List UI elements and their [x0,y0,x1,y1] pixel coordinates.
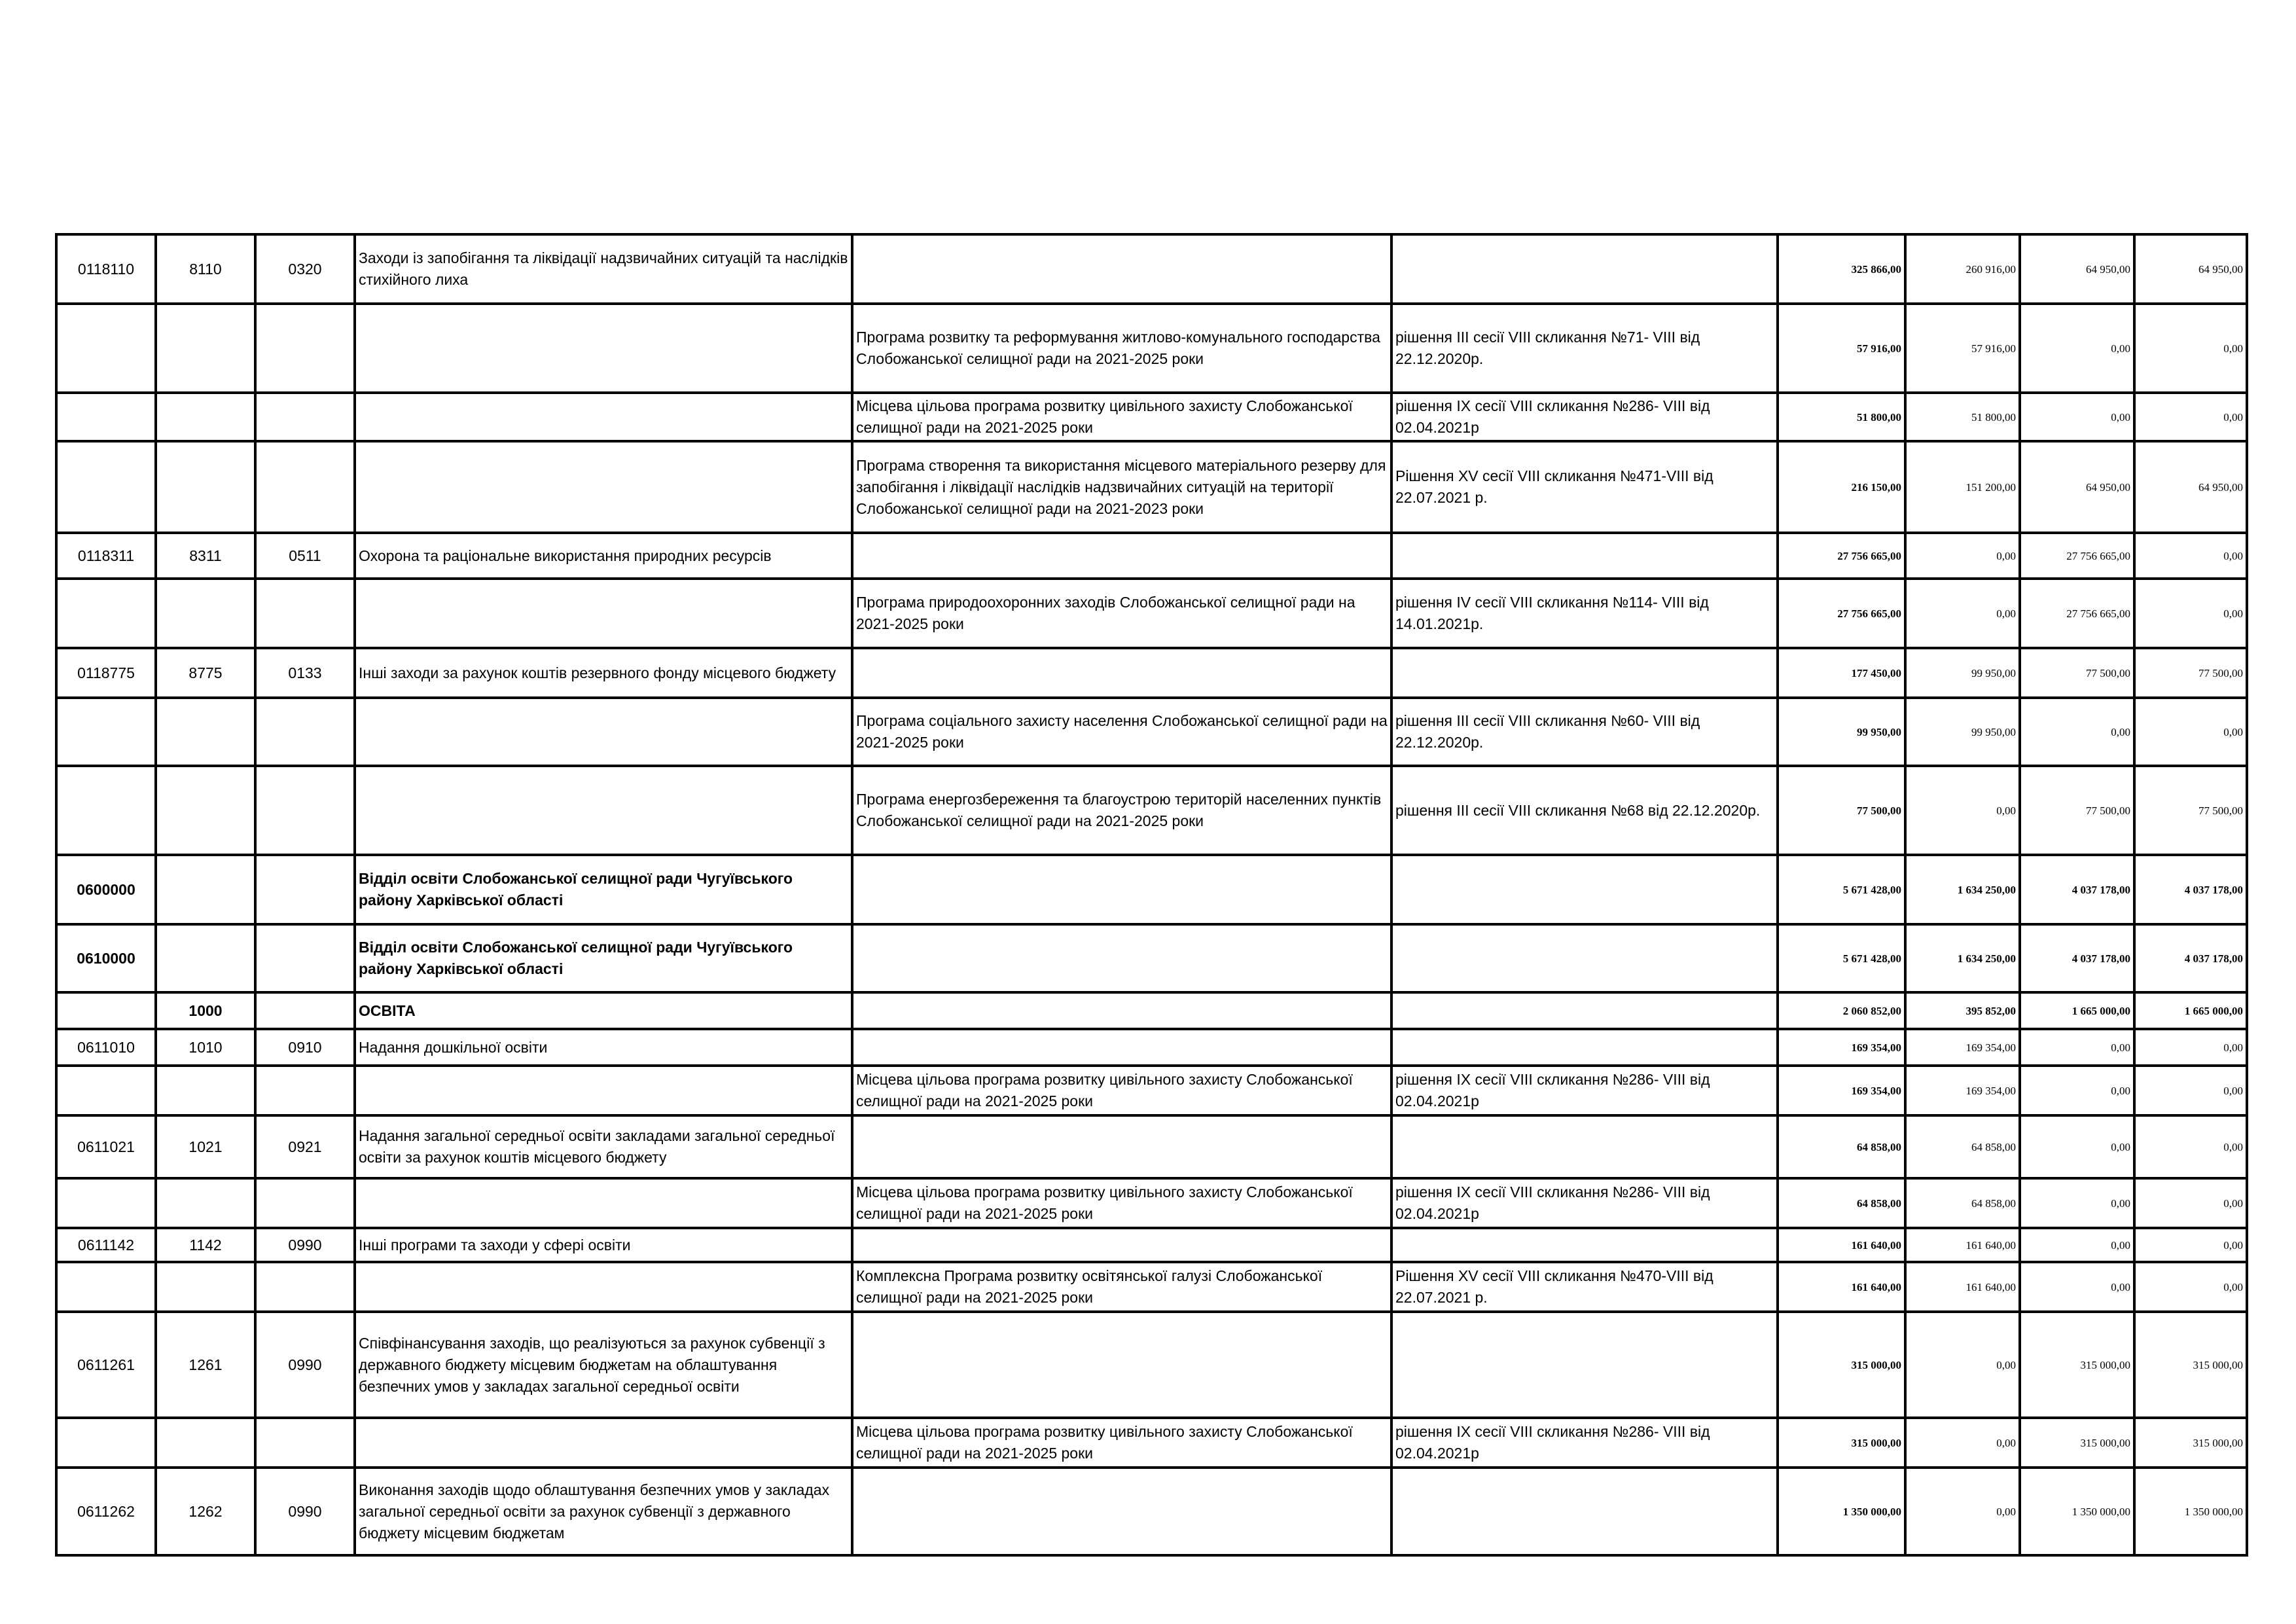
item-name-cell: Співфінансування заходів, що реалізуються за рахунок субвенції з державного бюджету місцевим бюджетам на облаштування безпечних умов у закладах загальної середньої освіти [355,1312,852,1418]
development-budget-cell: 0,00 [2134,1178,2247,1228]
program-title-cell [852,1312,1391,1418]
tpkvk-code-cell [156,855,255,924]
total-amount-cell: 64 858,00 [1778,1115,1905,1178]
special-fund-cell: 4 037 178,00 [2020,855,2134,924]
development-budget-cell: 0,00 [2134,1228,2247,1262]
total-amount-cell: 325 866,00 [1778,234,1905,304]
special-fund-cell: 77 500,00 [2020,766,2134,855]
tpkvk-code-cell: 1142 [156,1228,255,1262]
item-name-cell: Охорона та раціональне використання природних ресурсів [355,533,852,579]
general-fund-cell: 64 858,00 [1905,1115,2020,1178]
general-fund-cell: 0,00 [1905,1468,2020,1555]
function-code-cell: 0910 [255,1029,355,1066]
development-budget-cell: 0,00 [2134,533,2247,579]
table-row [56,1029,2247,1066]
program-title-cell: Програма природоохоронних заходів Слобожанської селищної ради на 2021-2025 роки [852,579,1391,648]
tpkvk-code-cell: 8311 [156,533,255,579]
special-fund-cell: 0,00 [2020,1228,2134,1262]
function-code-cell: 0511 [255,533,355,579]
tpkvk-code-cell [156,393,255,441]
general-fund-cell: 64 858,00 [1905,1178,2020,1228]
decision-cell: рішення ІІІ сесії VIII скликання №71- VIII від 22.12.2020р. [1391,304,1778,393]
general-fund-cell: 0,00 [1905,579,2020,648]
item-name-cell [355,1418,852,1468]
program-code-cell [56,1178,156,1228]
table-row [56,1066,2247,1115]
item-name-cell [355,441,852,533]
program-title-cell: Програма енергозбереження та благоустрою територій населенних пунктів Слобожанської селищної ради на 2021-2025 роки [852,766,1391,855]
table-row [56,1468,2247,1555]
decision-cell: рішення ІХ сесії VIII скликання №286- VIII від 02.04.2021р [1391,1066,1778,1115]
general-fund-cell: 0,00 [1905,766,2020,855]
development-budget-cell: 0,00 [2134,1066,2247,1115]
total-amount-cell: 161 640,00 [1778,1262,1905,1312]
tpkvk-code-cell [156,698,255,766]
program-code-cell [56,1418,156,1468]
decision-cell: рішення ІХ сесії VIII скликання №286- VIII від 02.04.2021р [1391,393,1778,441]
table-row [56,855,2247,924]
special-fund-cell: 0,00 [2020,698,2134,766]
program-title-cell [852,533,1391,579]
special-fund-cell: 1 665 000,00 [2020,992,2134,1029]
development-budget-cell: 0,00 [2134,304,2247,393]
budget-table-sheet [55,233,2246,1557]
tpkvk-code-cell: 8775 [156,648,255,698]
development-budget-cell: 0,00 [2134,393,2247,441]
development-budget-cell: 64 950,00 [2134,441,2247,533]
special-fund-cell: 0,00 [2020,1262,2134,1312]
development-budget-cell: 1 665 000,00 [2134,992,2247,1029]
special-fund-cell: 64 950,00 [2020,441,2134,533]
total-amount-cell: 161 640,00 [1778,1228,1905,1262]
decision-cell: рішення IV сесії VIII скликання №114- VIII від 14.01.2021р. [1391,579,1778,648]
general-fund-cell: 1 634 250,00 [1905,855,2020,924]
function-code-cell [255,924,355,992]
development-budget-cell: 1 350 000,00 [2134,1468,2247,1555]
function-code-cell: 0990 [255,1228,355,1262]
general-fund-cell: 51 800,00 [1905,393,2020,441]
program-code-cell: 0118775 [56,648,156,698]
table-row [56,1312,2247,1418]
special-fund-cell: 64 950,00 [2020,234,2134,304]
tpkvk-code-cell: 1010 [156,1029,255,1066]
tpkvk-code-cell [156,1066,255,1115]
table-row [56,698,2247,766]
table-row [56,579,2247,648]
tpkvk-code-cell: 1021 [156,1115,255,1178]
total-amount-cell: 315 000,00 [1778,1418,1905,1468]
tpkvk-code-cell [156,1262,255,1312]
program-title-cell [852,992,1391,1029]
program-title-cell: Місцева цільова програма розвитку цивільного захисту Слобожанської селищної ради на 2021-2025 роки [852,1066,1391,1115]
program-title-cell [852,234,1391,304]
function-code-cell [255,992,355,1029]
special-fund-cell: 0,00 [2020,1178,2134,1228]
development-budget-cell: 4 037 178,00 [2134,924,2247,992]
program-title-cell [852,1468,1391,1555]
function-code-cell: 0133 [255,648,355,698]
function-code-cell: 0320 [255,234,355,304]
program-title-cell: Програма соціального захисту населення Слобожанської селищної ради на 2021-2025 роки [852,698,1391,766]
total-amount-cell: 64 858,00 [1778,1178,1905,1228]
function-code-cell: 0990 [255,1312,355,1418]
program-code-cell [56,698,156,766]
function-code-cell: 0990 [255,1468,355,1555]
total-amount-cell: 77 500,00 [1778,766,1905,855]
program-code-cell [56,1262,156,1312]
program-code-cell: 0600000 [56,855,156,924]
decision-cell: рішення ІХ сесії VIII скликання №286- VIII від 02.04.2021р [1391,1178,1778,1228]
decision-cell [1391,1228,1778,1262]
general-fund-cell: 161 640,00 [1905,1262,2020,1312]
table-row [56,393,2247,441]
decision-cell [1391,1115,1778,1178]
program-code-cell: 0611261 [56,1312,156,1418]
program-code-cell [56,304,156,393]
tpkvk-code-cell [156,766,255,855]
general-fund-cell: 0,00 [1905,1312,2020,1418]
program-code-cell: 0611262 [56,1468,156,1555]
program-title-cell [852,855,1391,924]
general-fund-cell: 169 354,00 [1905,1029,2020,1066]
program-title-cell [852,924,1391,992]
function-code-cell [255,1262,355,1312]
special-fund-cell: 0,00 [2020,304,2134,393]
item-name-cell: Надання дошкільної освіти [355,1029,852,1066]
development-budget-cell: 315 000,00 [2134,1312,2247,1418]
table-row [56,992,2247,1029]
table-body [56,234,2247,1555]
tpkvk-code-cell [156,924,255,992]
decision-cell [1391,992,1778,1029]
general-fund-cell: 395 852,00 [1905,992,2020,1029]
total-amount-cell: 169 354,00 [1778,1029,1905,1066]
special-fund-cell: 4 037 178,00 [2020,924,2134,992]
table-row [56,234,2247,304]
function-code-cell [255,698,355,766]
item-name-cell: Інші заходи за рахунок коштів резервного фонду місцевого бюджету [355,648,852,698]
table-row [56,304,2247,393]
item-name-cell: Відділ освіти Слобожанської селищної ради Чугуївського району Харківської області [355,924,852,992]
special-fund-cell: 27 756 665,00 [2020,533,2134,579]
item-name-cell: ОСВІТА [355,992,852,1029]
item-name-cell: Заходи із запобігання та ліквідації надзвичайних ситуацій та наслідків стихійного лиха [355,234,852,304]
program-title-cell: Програма створення та використання місцевого матеріального резерву для запобігання і ліквідації наслідків надзвичайних ситуацій на території Слобожанської селищної ради на 2021-2023 роки [852,441,1391,533]
special-fund-cell: 0,00 [2020,1115,2134,1178]
total-amount-cell: 169 354,00 [1778,1066,1905,1115]
program-title-cell: Комплексна Програма розвитку освітянської галузі Слобожанської селищної ради на 2021-2025 роки [852,1262,1391,1312]
function-code-cell [255,304,355,393]
total-amount-cell: 315 000,00 [1778,1312,1905,1418]
function-code-cell [255,1178,355,1228]
item-name-cell [355,393,852,441]
tpkvk-code-cell [156,304,255,393]
tpkvk-code-cell [156,441,255,533]
special-fund-cell: 0,00 [2020,1066,2134,1115]
program-title-cell: Місцева цільова програма розвитку цивільного захисту Слобожанської селищної ради на 2021-2025 роки [852,1418,1391,1468]
program-title-cell [852,648,1391,698]
general-fund-cell: 99 950,00 [1905,648,2020,698]
general-fund-cell: 260 916,00 [1905,234,2020,304]
development-budget-cell: 0,00 [2134,579,2247,648]
program-code-cell [56,1066,156,1115]
item-name-cell [355,1178,852,1228]
decision-cell: рішення ІХ сесії VIII скликання №286- VIII від 02.04.2021р [1391,1418,1778,1468]
total-amount-cell: 5 671 428,00 [1778,855,1905,924]
development-budget-cell: 0,00 [2134,1262,2247,1312]
item-name-cell [355,1262,852,1312]
item-name-cell [355,766,852,855]
decision-cell [1391,924,1778,992]
table-row [56,1115,2247,1178]
budget-programs-table [55,233,2248,1557]
development-budget-cell: 64 950,00 [2134,234,2247,304]
general-fund-cell: 0,00 [1905,533,2020,579]
item-name-cell: Інші програми та заходи у сфері освіти [355,1228,852,1262]
total-amount-cell: 27 756 665,00 [1778,533,1905,579]
program-code-cell [56,766,156,855]
total-amount-cell: 51 800,00 [1778,393,1905,441]
total-amount-cell: 2 060 852,00 [1778,992,1905,1029]
total-amount-cell: 27 756 665,00 [1778,579,1905,648]
total-amount-cell: 1 350 000,00 [1778,1468,1905,1555]
program-title-cell: Місцева цільова програма розвитку цивільного захисту Слобожанської селищної ради на 2021-2025 роки [852,1178,1391,1228]
special-fund-cell: 1 350 000,00 [2020,1468,2134,1555]
development-budget-cell: 4 037 178,00 [2134,855,2247,924]
program-code-cell: 0118311 [56,533,156,579]
total-amount-cell: 216 150,00 [1778,441,1905,533]
program-title-cell [852,1029,1391,1066]
development-budget-cell: 0,00 [2134,1115,2247,1178]
item-name-cell [355,1066,852,1115]
item-name-cell: Відділ освіти Слобожанської селищної ради Чугуївського району Харківської області [355,855,852,924]
total-amount-cell: 177 450,00 [1778,648,1905,698]
function-code-cell [255,766,355,855]
function-code-cell [255,855,355,924]
tpkvk-code-cell [156,1178,255,1228]
table-row [56,1418,2247,1468]
item-name-cell: Надання загальної середньої освіти закладами загальної середньої освіти за рахунок коштів місцевого бюджету [355,1115,852,1178]
program-code-cell: 0118110 [56,234,156,304]
program-code-cell [56,441,156,533]
function-code-cell [255,1418,355,1468]
program-title-cell [852,1115,1391,1178]
general-fund-cell: 0,00 [1905,1418,2020,1468]
general-fund-cell: 169 354,00 [1905,1066,2020,1115]
tpkvk-code-cell: 8110 [156,234,255,304]
table-row [56,533,2247,579]
table-row [56,1262,2247,1312]
table-row [56,1178,2247,1228]
development-budget-cell: 77 500,00 [2134,766,2247,855]
decision-cell: рішення ІІІ сесії VIII скликання №68 від 22.12.2020р. [1391,766,1778,855]
program-title-cell: Місцева цільова програма розвитку цивільного захисту Слобожанської селищної ради на 2021-2025 роки [852,393,1391,441]
total-amount-cell: 5 671 428,00 [1778,924,1905,992]
program-code-cell [56,992,156,1029]
decision-cell: Рішення XV сесії VIII скликання №471-VIII від 22.07.2021 р. [1391,441,1778,533]
special-fund-cell: 27 756 665,00 [2020,579,2134,648]
item-name-cell [355,304,852,393]
special-fund-cell: 315 000,00 [2020,1312,2134,1418]
decision-cell [1391,533,1778,579]
general-fund-cell: 57 916,00 [1905,304,2020,393]
program-code-cell [56,579,156,648]
program-code-cell: 0610000 [56,924,156,992]
tpkvk-code-cell: 1000 [156,992,255,1029]
special-fund-cell: 0,00 [2020,1029,2134,1066]
function-code-cell: 0921 [255,1115,355,1178]
tpkvk-code-cell: 1262 [156,1468,255,1555]
table-row [56,648,2247,698]
development-budget-cell: 315 000,00 [2134,1418,2247,1468]
table-row [56,924,2247,992]
table-row [56,766,2247,855]
program-title-cell [852,1228,1391,1262]
table-row [56,1228,2247,1262]
decision-cell [1391,855,1778,924]
function-code-cell [255,441,355,533]
program-code-cell: 0611010 [56,1029,156,1066]
decision-cell: рішення ІІІ сесії VIII скликання №60- VIII від 22.12.2020р. [1391,698,1778,766]
special-fund-cell: 77 500,00 [2020,648,2134,698]
function-code-cell [255,1066,355,1115]
function-code-cell [255,579,355,648]
item-name-cell: Виконання заходів щодо облаштування безпечних умов у закладах загальної середньої освіти за рахунок субвенції з державного бюджету місцевим бюджетам [355,1468,852,1555]
special-fund-cell: 315 000,00 [2020,1418,2134,1468]
decision-cell: Рішення XV сесії VIII скликання №470-VIII від 22.07.2021 р. [1391,1262,1778,1312]
program-code-cell: 0611021 [56,1115,156,1178]
program-code-cell [56,393,156,441]
general-fund-cell: 1 634 250,00 [1905,924,2020,992]
tpkvk-code-cell [156,579,255,648]
decision-cell [1391,1029,1778,1066]
function-code-cell [255,393,355,441]
development-budget-cell: 77 500,00 [2134,648,2247,698]
general-fund-cell: 161 640,00 [1905,1228,2020,1262]
decision-cell [1391,234,1778,304]
decision-cell [1391,648,1778,698]
development-budget-cell: 0,00 [2134,698,2247,766]
general-fund-cell: 99 950,00 [1905,698,2020,766]
program-code-cell: 0611142 [56,1228,156,1262]
decision-cell [1391,1312,1778,1418]
total-amount-cell: 99 950,00 [1778,698,1905,766]
program-title-cell: Програма розвитку та реформування житлово-комунального господарства Слобожанської селищної ради на 2021-2025 роки [852,304,1391,393]
tpkvk-code-cell [156,1418,255,1468]
decision-cell [1391,1468,1778,1555]
item-name-cell [355,698,852,766]
total-amount-cell: 57 916,00 [1778,304,1905,393]
item-name-cell [355,579,852,648]
tpkvk-code-cell: 1261 [156,1312,255,1418]
table-row [56,441,2247,533]
development-budget-cell: 0,00 [2134,1029,2247,1066]
general-fund-cell: 151 200,00 [1905,441,2020,533]
special-fund-cell: 0,00 [2020,393,2134,441]
